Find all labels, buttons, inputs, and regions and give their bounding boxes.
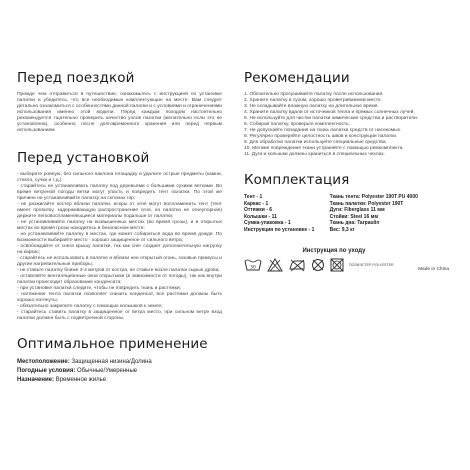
installation-item: - не устанавливайте палатку на возвышенных местах (во время грозы), и в открытых местах во время грозы находитесь в безопасном месте; <box>17 220 222 231</box>
recommendation-item: 5. Не используйте для чистки палатки химические средства и растворители. <box>244 116 419 121</box>
kit-spec: Вес: 9,3 кг <box>329 226 355 233</box>
recommendation-item: 7. Не допускайте попадания на ткань палатки средств от насекомых. <box>244 128 402 133</box>
kit-item: Оттяжки - 6 <box>244 207 273 214</box>
kit-items <box>244 194 330 234</box>
kit-specs <box>330 194 449 234</box>
kit-item: Инструкция по установке - 1 <box>244 226 315 233</box>
recommendation-item: 2. Храните палатку в сухом, хорошо проветриваемом месте. <box>244 98 382 103</box>
recommendation-item: 8. Регулярно проверяйте целостность швов и конструкции палатки. <box>244 134 398 139</box>
installation-section <box>17 150 222 322</box>
optimal-title: Оптимальное применение <box>17 336 208 352</box>
installation-item: - старайтесь не устанавливать палатку под деревьями с большими сухими ветками. Во время ветреной погоды ветки могут упасть и повредить тент палатки. По этой же причине не устанавливайте палатку на склонах гор; <box>17 184 222 201</box>
kit-item: Каркас - 1 <box>244 200 269 207</box>
before-trip-text: Прежде чем отправиться в путешествие, ознакомьтесь с инструкцией по установке палатки и убедитесь, что все необходимые комплектующие на месте. Вам следует детально ознакомиться с особенностями данной палатки и с условиями и ограничениями использования именно этой модели. Перед каждым походом настоятельно рекомендуется тщательно проверить качество узлов палатки (желательно если это не установлена), особенно после долговременного хранения или перед первым использованием. <box>17 92 222 133</box>
recommendation-item: 3. Не складывайте влажную палатку на длительное время. <box>244 104 379 109</box>
left-column <box>17 70 222 398</box>
no-bleach-icon <box>267 258 283 272</box>
no-tumble-dry-icon <box>330 258 344 272</box>
recommendation-item: 4. Храните палатку вдали от источников тепла и прямых солнечных лучей. <box>244 110 415 115</box>
right-column <box>244 70 449 272</box>
svg-text:30: 30 <box>250 265 256 271</box>
installation-item: - не разжигайте костер вблизи палатки, искры от огня могут воспламенить тент (тент имеет пропитку, задерживающую распространение огня, но палатка не огнеупорная) держите легковоспламеняющиеся материалы подальше от палатки; <box>17 202 222 219</box>
installation-item: - обязательно закрепите палатку с помощью колышков к земле; <box>17 304 163 309</box>
no-iron-icon <box>288 258 306 272</box>
recommendations-section <box>244 70 449 158</box>
optimal-row: Погодные условия: Обычные/Умеренные <box>17 367 138 374</box>
installation-item: - при установке палатки следите, чтобы не повредить ткань и растяжки; <box>17 286 182 291</box>
optimal-section <box>17 336 222 384</box>
kit-spec: Ткань палатки: Polyester 190T <box>329 200 404 207</box>
made-in-label: Made in China <box>418 266 449 272</box>
recommendations-title: Рекомендации <box>244 70 350 86</box>
kit-title: Комплектация <box>244 172 350 188</box>
recommendation-item: 1. Обязательно просушивайте палатку после использования. <box>244 92 384 97</box>
kit-spec: Ткань тента: Polyester 190T PU 4000 <box>329 194 418 200</box>
wash-30-icon <box>244 258 262 272</box>
no-dryclean-icon <box>311 258 325 272</box>
kit-spec: Стойки: Steel 16 мм <box>329 213 379 220</box>
care-icons <box>244 258 449 272</box>
recommendation-item: 6. Собирая палатку, проверьте комплектность. <box>244 122 351 127</box>
installation-item: - старайтесь ставить палатку в защищенное от ветра место, при сильном ветре вход палатки должен быть с подветренной стороны. <box>17 310 222 321</box>
polyester-label: ПОЛИЭСТЕР POLYESTER <box>349 262 394 267</box>
installation-title: Перед установкой <box>17 150 150 166</box>
installation-item: - оставляйте вентиляционные окна открытыми (в зависимости от погоды), так как внутри палатки происходит образование конденсата; <box>17 274 222 285</box>
before-trip-section <box>17 70 222 134</box>
kit-item: Тент - 1 <box>244 194 263 200</box>
kit-spec: Ткань дна: Tarpaulin <box>329 220 380 227</box>
kit-section <box>244 172 449 234</box>
installation-item: - не ставьте палатку ближе 3-4 метров от костра, не ставьте возле палатки сырые дрова; <box>17 268 220 273</box>
optimal-row: Местоположение: Защищенная низина/Долина <box>17 359 152 365</box>
optimal-row: Назначение: Временное жилье <box>17 376 107 383</box>
before-trip-title: Перед поездкой <box>17 70 135 86</box>
recommendation-item: 10. Мелкие повреждения ткани устраняйте с помощью ремкомплекта. <box>244 146 404 151</box>
installation-item: - освобождайте от снега крышу палатки, так как снег создает дополнительную нагрузку на каркас; <box>17 244 222 255</box>
kit-list <box>244 194 449 234</box>
kit-item: Сумка-упаковка - 1 <box>244 220 291 227</box>
recommendation-item: 11. Дуги и колышки должны храниться в специальных чехлах. <box>244 152 386 157</box>
care-title: Инструкция по уходу <box>302 247 366 254</box>
installation-item: - не устанавливайте палатку в местах, где может собираться вода во время дождя. По возможности выбирайте место - хорошо защищенное от сильного ветра; <box>17 232 222 243</box>
recommendation-item: 9. Для обработки палатки используйте специальные средства. <box>244 140 387 145</box>
kit-item: Колышки - 11 <box>244 213 277 220</box>
care-section <box>244 248 449 272</box>
installation-text <box>17 172 222 322</box>
recommendations-text <box>244 92 449 158</box>
installation-item: - старайтесь не использовать в палатке и вблизи нее открытый огонь, газовые примусы и другие нагревательные приборы; <box>17 256 222 267</box>
kit-spec: Дуги: Fiberglass 11 мм <box>329 207 385 214</box>
installation-item: - выберите ровную, без сильного наклона площадку и удалите острые предметы (камни, стекло, сучки и т.д.) <box>17 172 222 183</box>
installation-item: - натяжение тента палатки позволяет снизить конденсат, все растяжки должны быть хорошо натянуты; <box>17 292 222 303</box>
